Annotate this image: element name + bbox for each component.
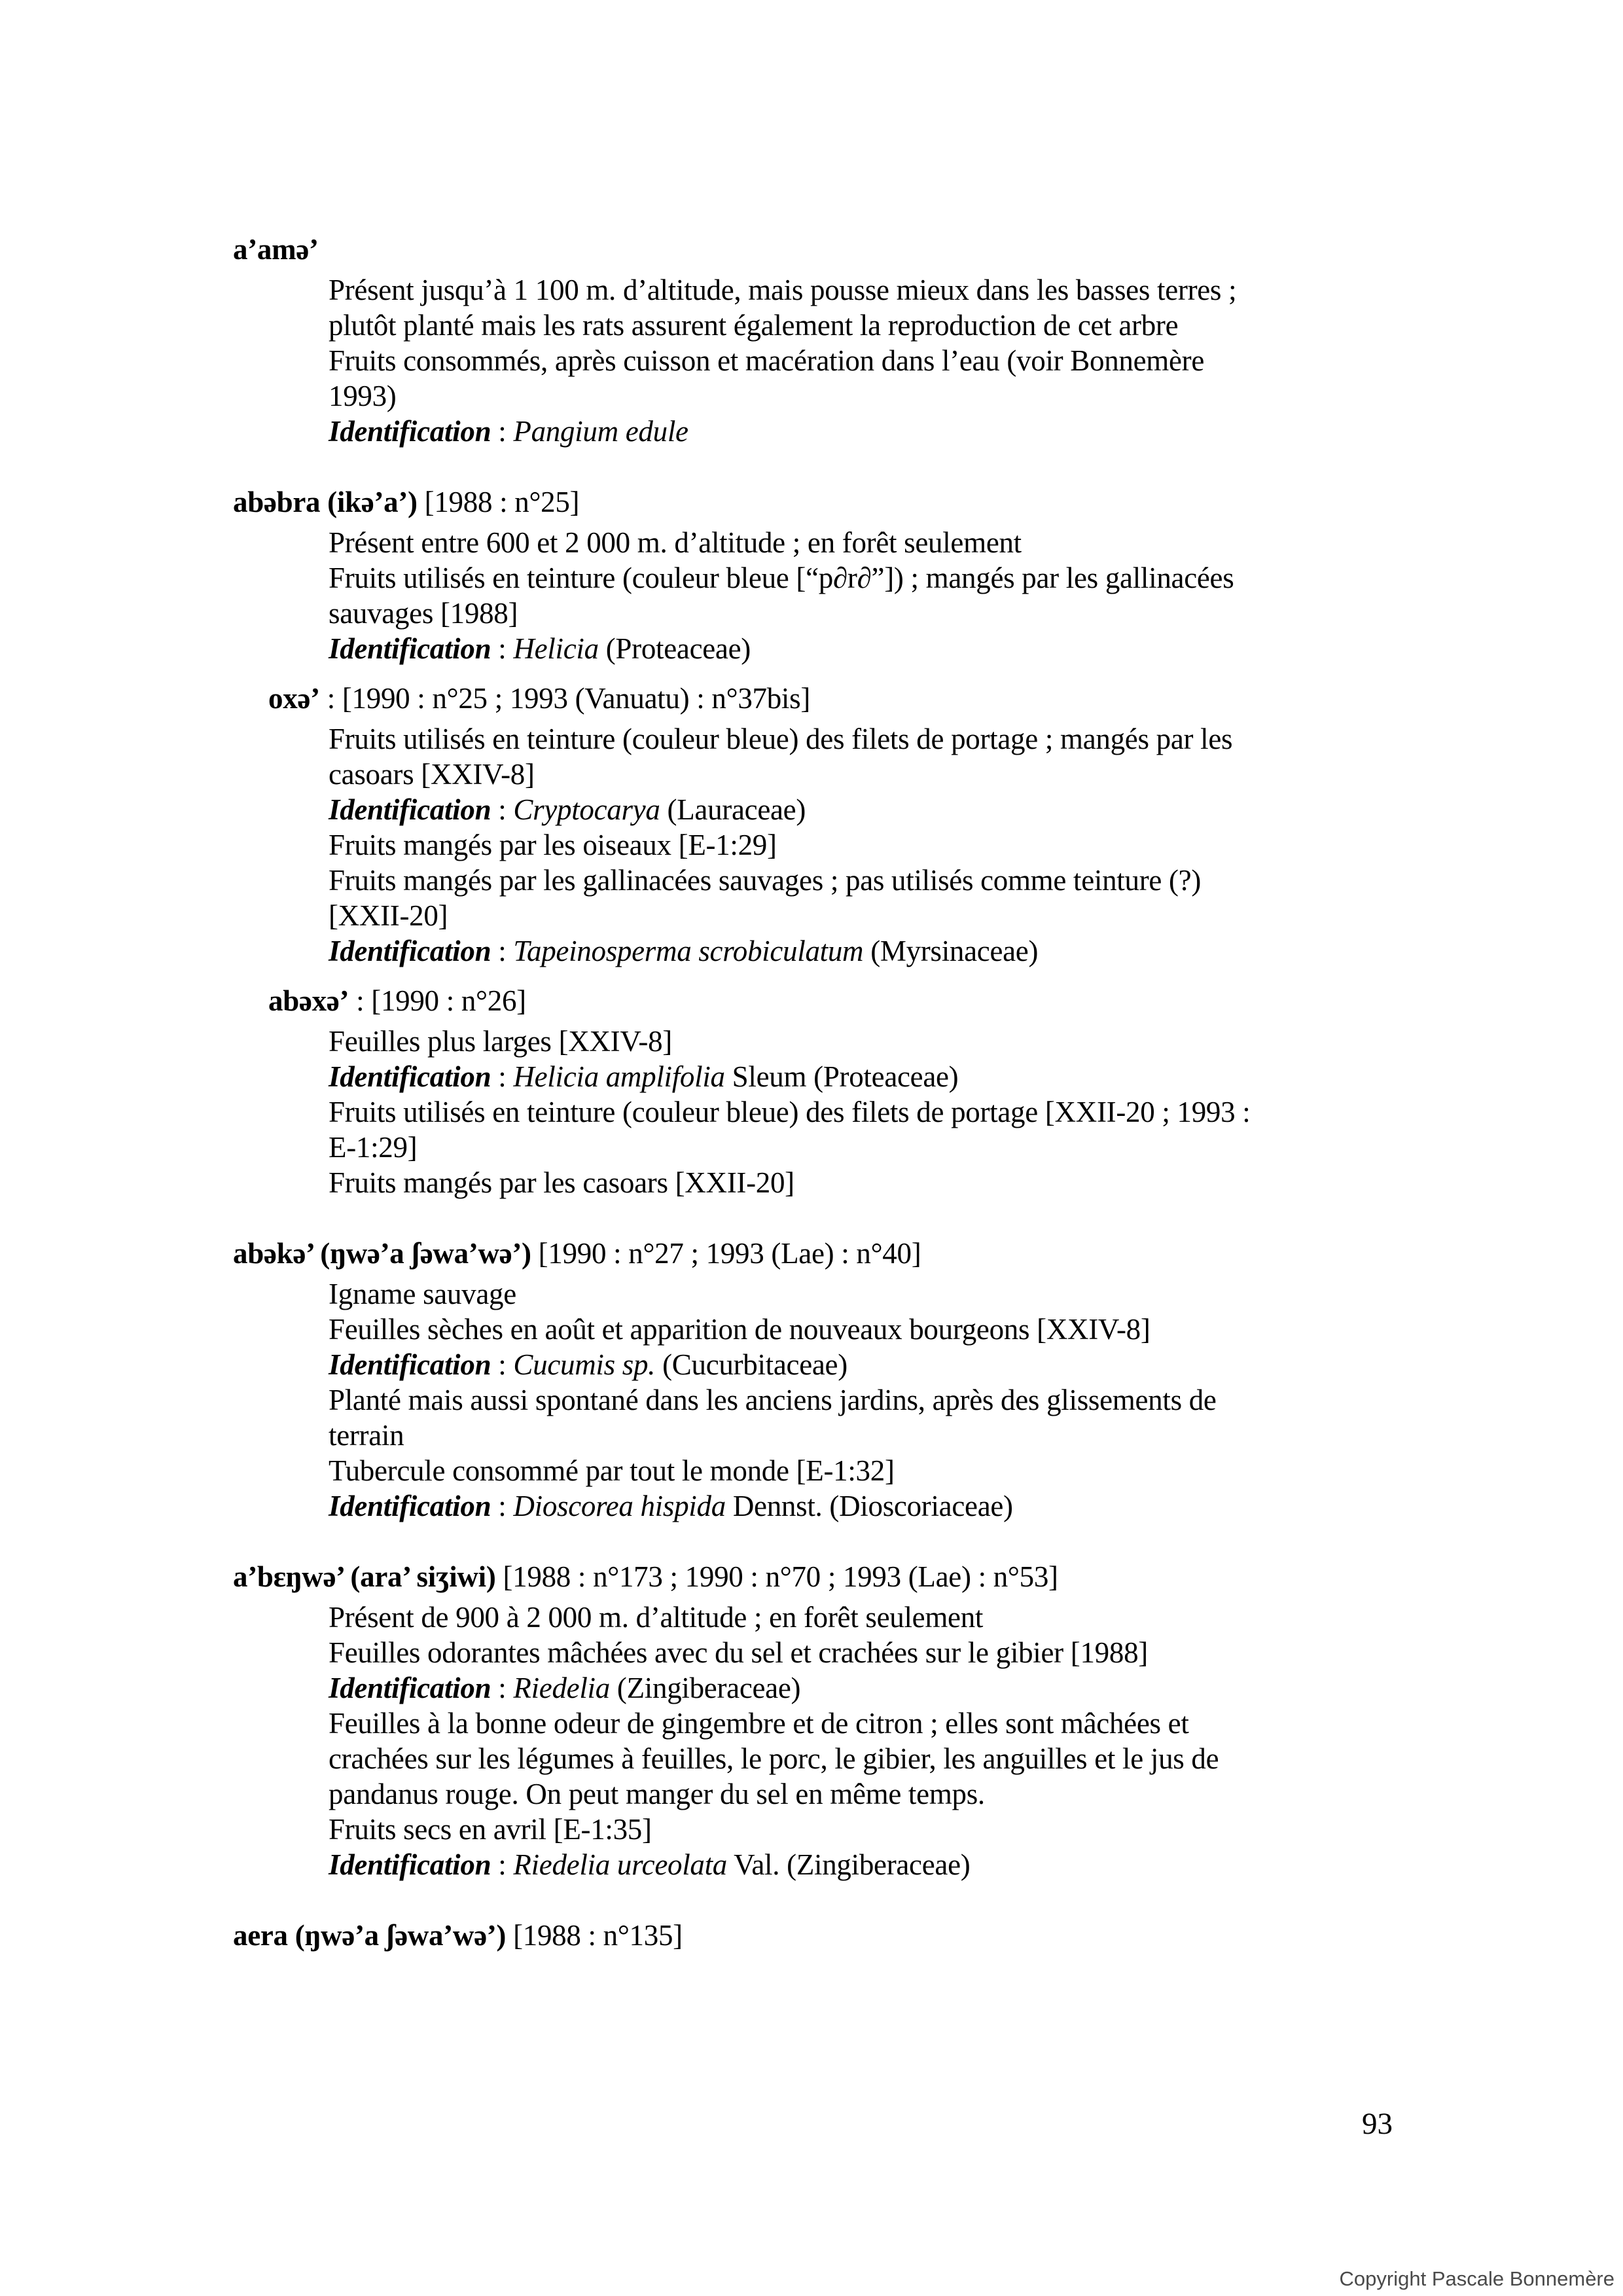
dictionary-entry [0,484,1623,666]
dictionary-entry [0,1918,1623,1953]
text-segment: : [491,1848,514,1881]
text-segment: sauvages [1988] [329,597,518,630]
entry-body-line [329,1635,1623,1670]
text-segment: Tubercule consommé par tout le monde [E-1:32] [329,1454,895,1487]
text-segment: Riedelia [513,1672,610,1704]
entry-body-line [329,792,1623,827]
text-segment: (Zingiberaceae) [609,1672,801,1704]
text-segment: Helicia [513,632,599,665]
text-segment: Val. (Zingiberaceae) [727,1848,971,1881]
text-segment: Identification [329,632,491,665]
text-segment: [1988 : n°173 ; 1990 : n°70 ; 1993 (Lae) : n°53] [495,1560,1058,1593]
text-segment: abəxə’ [268,984,349,1017]
text-segment: Identification [329,1672,491,1704]
text-segment: : [491,1060,514,1093]
text-segment: Cucumis sp. [513,1348,656,1381]
text-segment: Fruits utilisés en teinture (couleur bleue) des filets de portage ; mangés par les [329,723,1233,755]
text-segment: Fruits mangés par les casoars [XXII-20] [329,1166,794,1199]
text-segment: : [491,935,514,967]
text-segment: abəbra (ikə’a’) [233,486,418,518]
text-segment: a’amə’ [233,233,319,266]
text-segment: pandanus rouge. On peut manger du sel en même temps. [329,1778,985,1810]
entry-body-line [329,757,1623,792]
entry-body-line [329,898,1623,933]
text-segment: Identification [329,935,491,967]
text-segment: Feuilles sèches en août et apparition de nouveaux bourgeons [XXIV-8] [329,1313,1150,1346]
dictionary-entry [0,232,1623,449]
text-segment: Planté mais aussi spontané dans les anciens jardins, après des glissements de [329,1384,1217,1416]
dictionary-entry [0,983,1623,1200]
entry-body-line [329,1812,1623,1847]
text-segment: [1988 : n°135] [506,1919,683,1952]
entry-body-line [329,1741,1623,1776]
entry-body-line [329,560,1623,596]
text-segment: : [1990 : n°26] [349,984,526,1017]
entry-body-line [329,1165,1623,1200]
entry-headword-line [233,484,1623,520]
text-segment: Pangium edule [513,415,688,448]
text-segment: casoars [XXIV-8] [329,758,535,791]
page-number: 93 [1362,2107,1393,2141]
entry-body-line [329,1382,1623,1418]
text-segment: plutôt planté mais les rats assurent également la reproduction de cet arbre [329,309,1179,342]
text-segment: Fruits utilisés en teinture (couleur bleue) des filets de portage [XXII-20 ; 1993 : [329,1096,1251,1128]
entry-body-line [329,308,1623,343]
entry-body-line [329,827,1623,863]
dictionary-entry [0,681,1623,969]
entry-body-line [329,1488,1623,1524]
entry-body-line [329,1600,1623,1635]
entry-body-line [329,863,1623,898]
text-segment: aera (ŋwə’a ʃəwa’wə’) [233,1919,507,1952]
text-segment: Feuilles plus larges [XXIV-8] [329,1025,672,1058]
entry-headword-line [268,681,1623,716]
text-segment: [XXII-20] [329,899,448,932]
text-segment: Identification [329,1490,491,1522]
copyright-watermark: Copyright Pascale Bonnemère [1339,2267,1614,2290]
entry-body-line [329,1059,1623,1094]
text-segment: crachées sur les légumes à feuilles, le porc, le gibier, les anguilles et le jus de [329,1742,1219,1775]
text-segment: : [491,1672,514,1704]
entry-body-line [329,631,1623,666]
text-segment: [1988 : n°25] [417,486,580,518]
entry-body-line [329,378,1623,414]
entry-body-line [329,1453,1623,1488]
entry-body-line [329,414,1623,449]
text-segment: terrain [329,1419,404,1452]
text-segment: : [491,415,514,448]
text-segment: Fruits mangés par les gallinacées sauvages ; pas utilisés comme teinture (?) [329,864,1202,897]
entry-body-line [329,1706,1623,1741]
entry-body-line [329,1130,1623,1165]
text-segment: Fruits secs en avril [E-1:35] [329,1813,652,1846]
text-segment: abəkə’ (ŋwə’a ʃəwa’wə’) [233,1237,531,1270]
text-segment: (Cucurbitaceae) [655,1348,847,1381]
entry-body-line [329,1670,1623,1706]
text-segment: Identification [329,1060,491,1093]
dictionary-entry [0,1236,1623,1524]
text-segment: Fruits consommés, après cuisson et macération dans l’eau (voir Bonnemère [329,344,1205,377]
text-segment: Présent entre 600 et 2 000 m. d’altitude ; en forêt seulement [329,526,1022,559]
text-segment: Dennst. (Dioscoriaceae) [725,1490,1013,1522]
entry-headword-line [233,1559,1623,1594]
text-segment: Riedelia urceolata [513,1848,728,1881]
entry-body-line [329,525,1623,560]
text-segment: (Myrsinaceae) [863,935,1039,967]
text-segment: Igname sauvage [329,1278,516,1310]
entry-body-line [329,343,1623,378]
entry-body-line [329,1347,1623,1382]
text-segment: Sleum (Proteaceae) [724,1060,959,1093]
entry-body-line [329,596,1623,631]
entry-body-line [329,1418,1623,1453]
text-segment: Identification [329,1848,491,1881]
text-segment: Présent jusqu’à 1 100 m. d’altitude, mais pousse mieux dans les basses terres ; [329,274,1237,306]
entry-body-line [329,1024,1623,1059]
text-segment: (Lauraceae) [660,793,806,826]
text-segment: Identification [329,1348,491,1381]
text-segment: : [491,632,514,665]
text-segment: Identification [329,793,491,826]
text-segment: Tapeinosperma scrobiculatum [513,935,864,967]
text-segment: Helicia amplifolia [513,1060,725,1093]
text-segment: : [491,793,514,826]
text-segment: Feuilles à la bonne odeur de gingembre et de citron ; elles sont mâchées et [329,1707,1189,1740]
text-segment: Identification [329,415,491,448]
entry-body-line [329,272,1623,308]
entry-headword-line [233,1918,1623,1953]
text-segment: 1993) [329,380,397,412]
entry-headword-line [268,983,1623,1018]
entry-body-line [329,1776,1623,1812]
text-segment: (Proteaceae) [598,632,751,665]
text-segment: : [1990 : n°25 ; 1993 (Vanuatu) : n°37bis] [319,682,811,715]
entry-headword-line [233,1236,1623,1271]
text-segment: : [491,1490,514,1522]
text-segment: : [491,1348,514,1381]
text-segment: a’bɛŋwə’ (ara’ siʒiwi) [233,1560,496,1593]
entry-body-line [329,1276,1623,1312]
entry-body-line [329,721,1623,757]
text-segment: Fruits mangés par les oiseaux [E-1:29] [329,829,777,861]
entry-body-line [329,1094,1623,1130]
text-segment: E-1:29] [329,1131,418,1164]
text-segment: Présent de 900 à 2 000 m. d’altitude ; en forêt seulement [329,1601,984,1634]
text-segment: Dioscorea hispida [513,1490,726,1522]
text-segment: Fruits utilisés en teinture (couleur bleue [“p∂r∂”]) ; mangés par les gallinacées [329,562,1234,594]
entry-headword-line [233,232,1623,267]
dictionary-entry [0,1559,1623,1882]
text-segment: oxə’ [268,682,320,715]
entries [0,232,1623,1958]
text-segment: Cryptocarya [513,793,660,826]
entry-body-line [329,1847,1623,1882]
entry-body-line [329,933,1623,969]
text-segment: Feuilles odorantes mâchées avec du sel et crachées sur le gibier [1988] [329,1636,1148,1669]
text-segment: [1990 : n°27 ; 1993 (Lae) : n°40] [531,1237,921,1270]
entry-body-line [329,1312,1623,1347]
